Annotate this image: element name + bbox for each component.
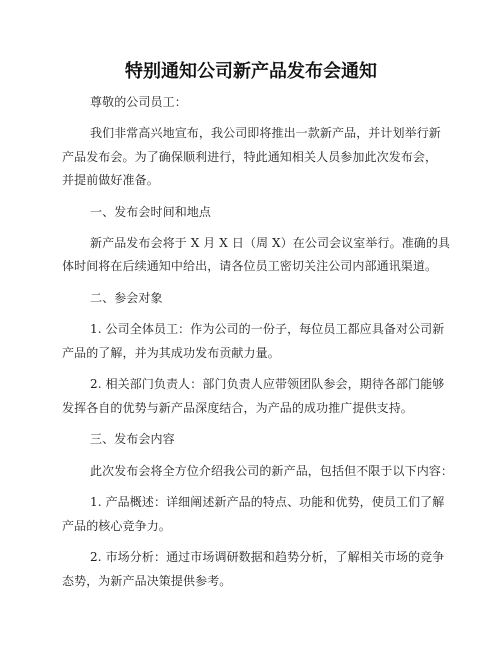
section-heading-content: 三、发布会内容 — [90, 432, 175, 446]
list-item-2-line-2: 发挥各自的优势与新产品深度结合，为产品的成功推广提供支持。 — [62, 401, 413, 415]
document-title: 特别通知公司新产品发布会通知 — [125, 61, 377, 82]
section-heading-time-place: 一、发布会时间和地点 — [90, 205, 212, 219]
paragraph-intro-line-3: 并提前做好准备。 — [62, 173, 159, 187]
paragraph-intro-line-2: 产品发布会。为了确保顺利进行，特此通知相关人员参加此次发布会， — [62, 150, 438, 164]
list-item-1-line-1: 1. 公司全体员工：作为公司的一份子，每位员工都应具备对公司新 — [90, 322, 445, 336]
list-item-1-line-2: 产品的了解，并为其成功发布贡献力量。 — [62, 346, 280, 360]
paragraph-time-line-2: 体时间将在后续通知中给出，请各位员工密切关注公司内部通讯渠道。 — [62, 259, 438, 273]
list-item-2-line-1: 2. 相关部门负责人：部门负责人应带领团队参会，期待各部门能够 — [90, 377, 445, 391]
paragraph-content-intro: 此次发布会将全方位介绍我公司的新产品，包括但不限于以下内容： — [90, 464, 454, 478]
list-item-market-line-2: 态势，为新产品决策提供参考。 — [62, 574, 232, 588]
section-heading-attendees: 二、参会对象 — [90, 291, 163, 305]
salutation: 尊敬的公司员工： — [90, 95, 187, 109]
paragraph-intro-line-1: 我们非常高兴地宣布，我公司即将推出一款新产品，并计划举行新 — [90, 126, 441, 140]
paragraph-time-line-1: 新产品发布会将于 X 月 X 日（周 X）在公司会议室举行。准确的具 — [90, 236, 451, 250]
list-item-overview-line-2: 产品的核心竞争力。 — [62, 519, 171, 533]
list-item-market-line-1: 2. 市场分析：通过市场调研数据和趋势分析，了解相关市场的竞争 — [90, 550, 445, 564]
list-item-overview-line-1: 1. 产品概述：详细阐述新产品的特点、功能和优势，使员工们了解 — [90, 495, 445, 509]
